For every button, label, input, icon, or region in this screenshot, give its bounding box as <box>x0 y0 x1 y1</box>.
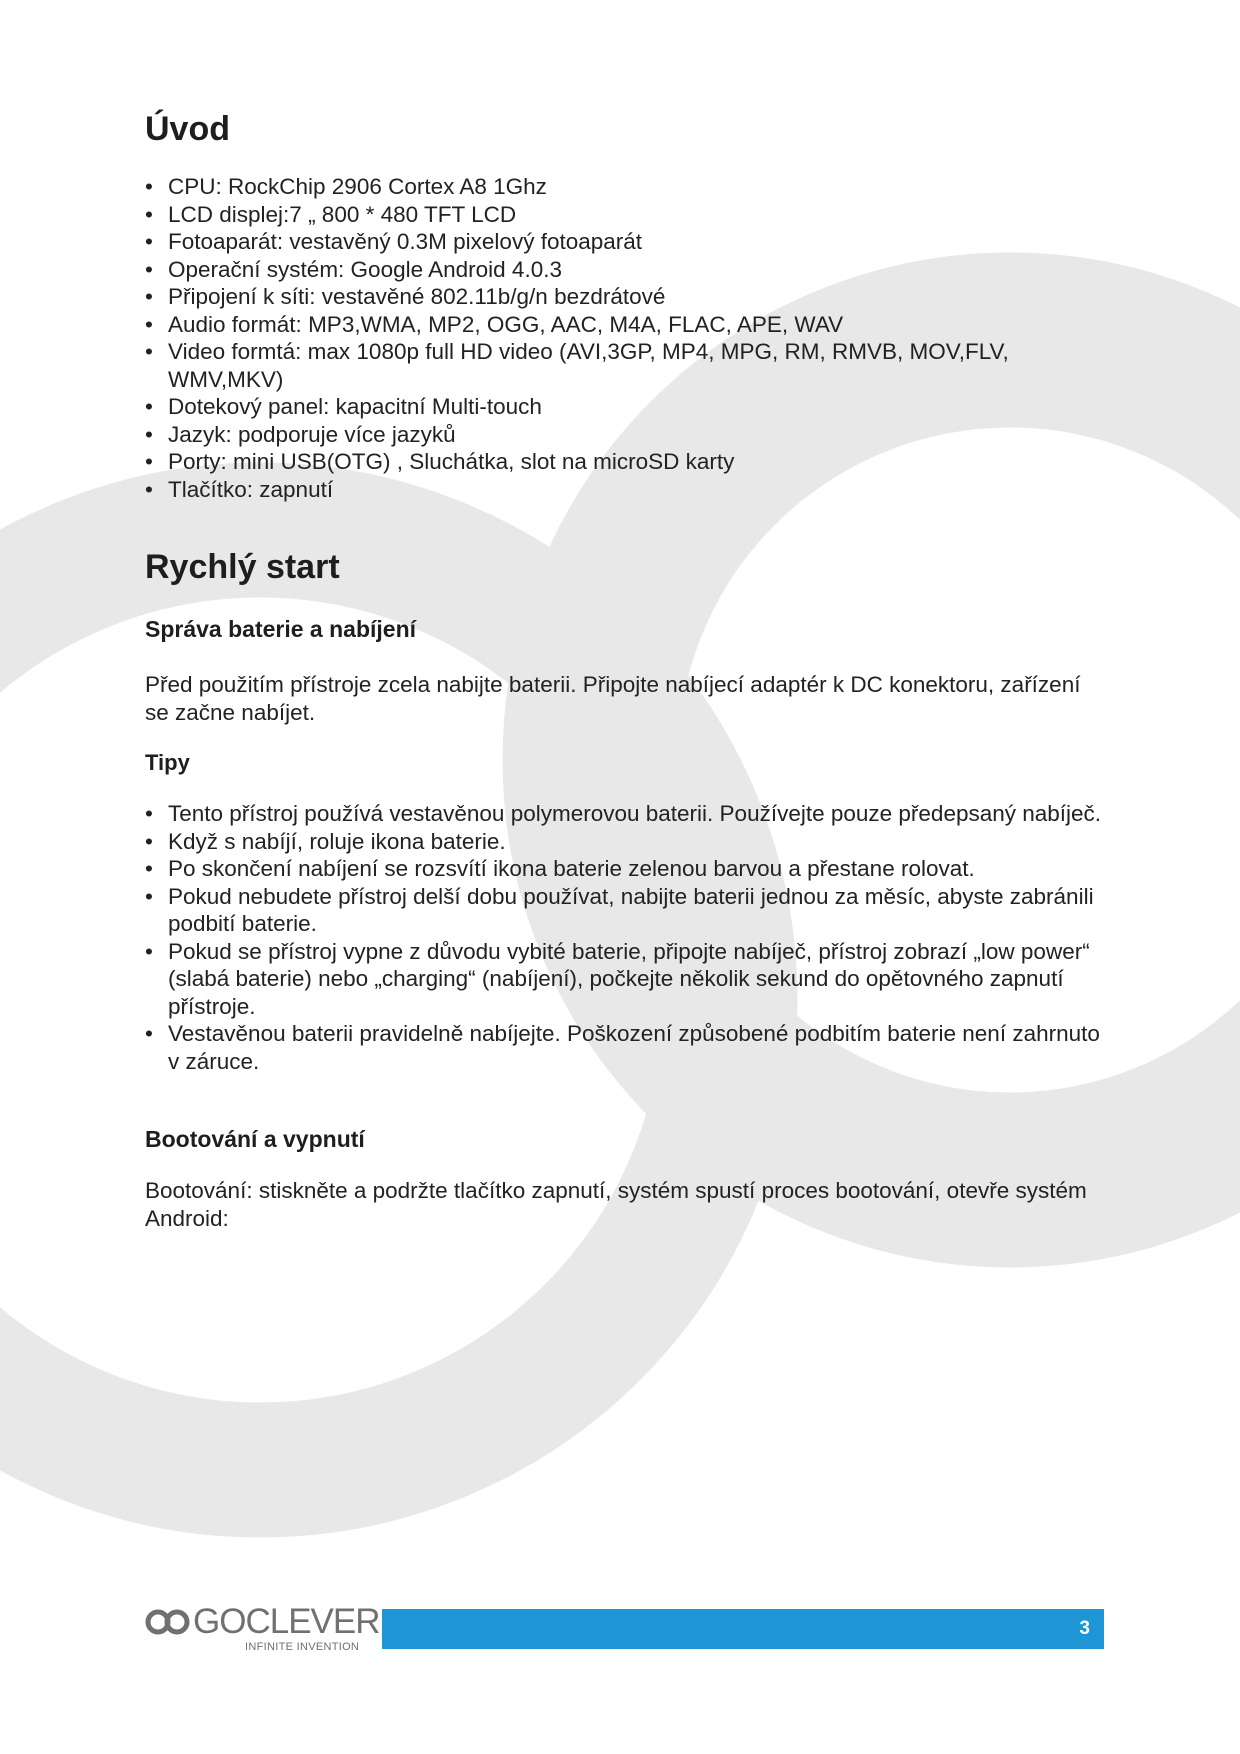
tip-item: • Když s nabíjí, roluje ikona baterie. <box>145 828 1105 856</box>
spec-item: • Porty: mini USB(OTG) , Sluchátka, slot na microSD karty <box>145 448 1105 476</box>
page-content <box>145 105 1105 1232</box>
page-number: 3 <box>1079 1618 1090 1639</box>
tip-item: • Vestavěnou baterii pravidelně nabíjejte. Poškození způsobené podbitím baterie není zahrnuto v záruce. <box>145 1020 1105 1075</box>
spec-item: • Tlačítko: zapnutí <box>145 476 1105 504</box>
spec-item: • Dotekový panel: kapacitní Multi-touch <box>145 393 1105 421</box>
subsection-title-tips: Tipy <box>145 750 190 775</box>
spec-item: • Jazyk: podporuje více jazyků <box>145 421 1105 449</box>
footer-bar <box>382 1609 1104 1649</box>
subsection-title-boot: Bootování a vypnutí <box>145 1126 365 1152</box>
subsection-title-battery: Správa baterie a nabíjení <box>145 616 417 642</box>
goclever-logo <box>145 1602 380 1658</box>
go-mark-icon <box>145 1606 191 1646</box>
spec-item: • Operační systém: Google Android 4.0.3 <box>145 256 1105 284</box>
tip-item: • Tento přístroj používá vestavěnou polymerovou baterii. Používejte pouze předepsaný nabíječ. <box>145 800 1105 828</box>
logo-wordmark: GOCLEVER <box>193 1602 380 1641</box>
tip-item: • Pokud se přístroj vypne z důvodu vybité baterie, připojte nabíječ, přístroj zobrazí „low power“ (slabá baterie) nebo „charging“ (nabíjení), počkejte několik sekund do opětovného zapnutí přístroje. <box>145 938 1105 1021</box>
tip-item: • Po skončení nabíjení se rozsvítí ikona baterie zelenou barvou a přestane rolovat. <box>145 855 1105 883</box>
section-title-quick-start: Rychlý start <box>145 548 340 586</box>
spec-item: • Video formtá: max 1080p full HD video (AVI,3GP, MP4, MPG, RM, RMVB, MOV,FLV, WMV,MKV) <box>145 338 1105 393</box>
tip-item: • Pokud nebudete přístroj delší dobu používat, nabijte baterii jednou za měsíc, abyste zabránili podbití baterie. <box>145 883 1105 938</box>
tips-list <box>145 800 1105 1075</box>
spec-item: • LCD displej:7 „ 800 * 480 TFT LCD <box>145 201 1105 229</box>
spec-item: • Fotoaparát: vestavěný 0.3M pixelový fotoaparát <box>145 228 1105 256</box>
logo-tagline: INFINITE INVENTION <box>245 1641 360 1653</box>
spec-item: • CPU: RockChip 2906 Cortex A8 1Ghz <box>145 173 1105 201</box>
battery-paragraph: Před použitím přístroje zcela nabijte baterii. Připojte nabíjecí adaptér k DC konektoru, zařízení se začne nabíjet. <box>145 672 1081 725</box>
spec-item: • Připojení k síti: vestavěné 802.11b/g/n bezdrátové <box>145 283 1105 311</box>
section-title-intro: Úvod <box>145 110 230 148</box>
spec-list <box>145 173 1105 503</box>
boot-paragraph: Bootování: stiskněte a podržte tlačítko zapnutí, systém spustí proces bootování, otevře systém Android: <box>145 1178 1087 1231</box>
spec-item: • Audio formát: MP3,WMA, MP2, OGG, AAC, M4A, FLAC, APE, WAV <box>145 311 1105 339</box>
